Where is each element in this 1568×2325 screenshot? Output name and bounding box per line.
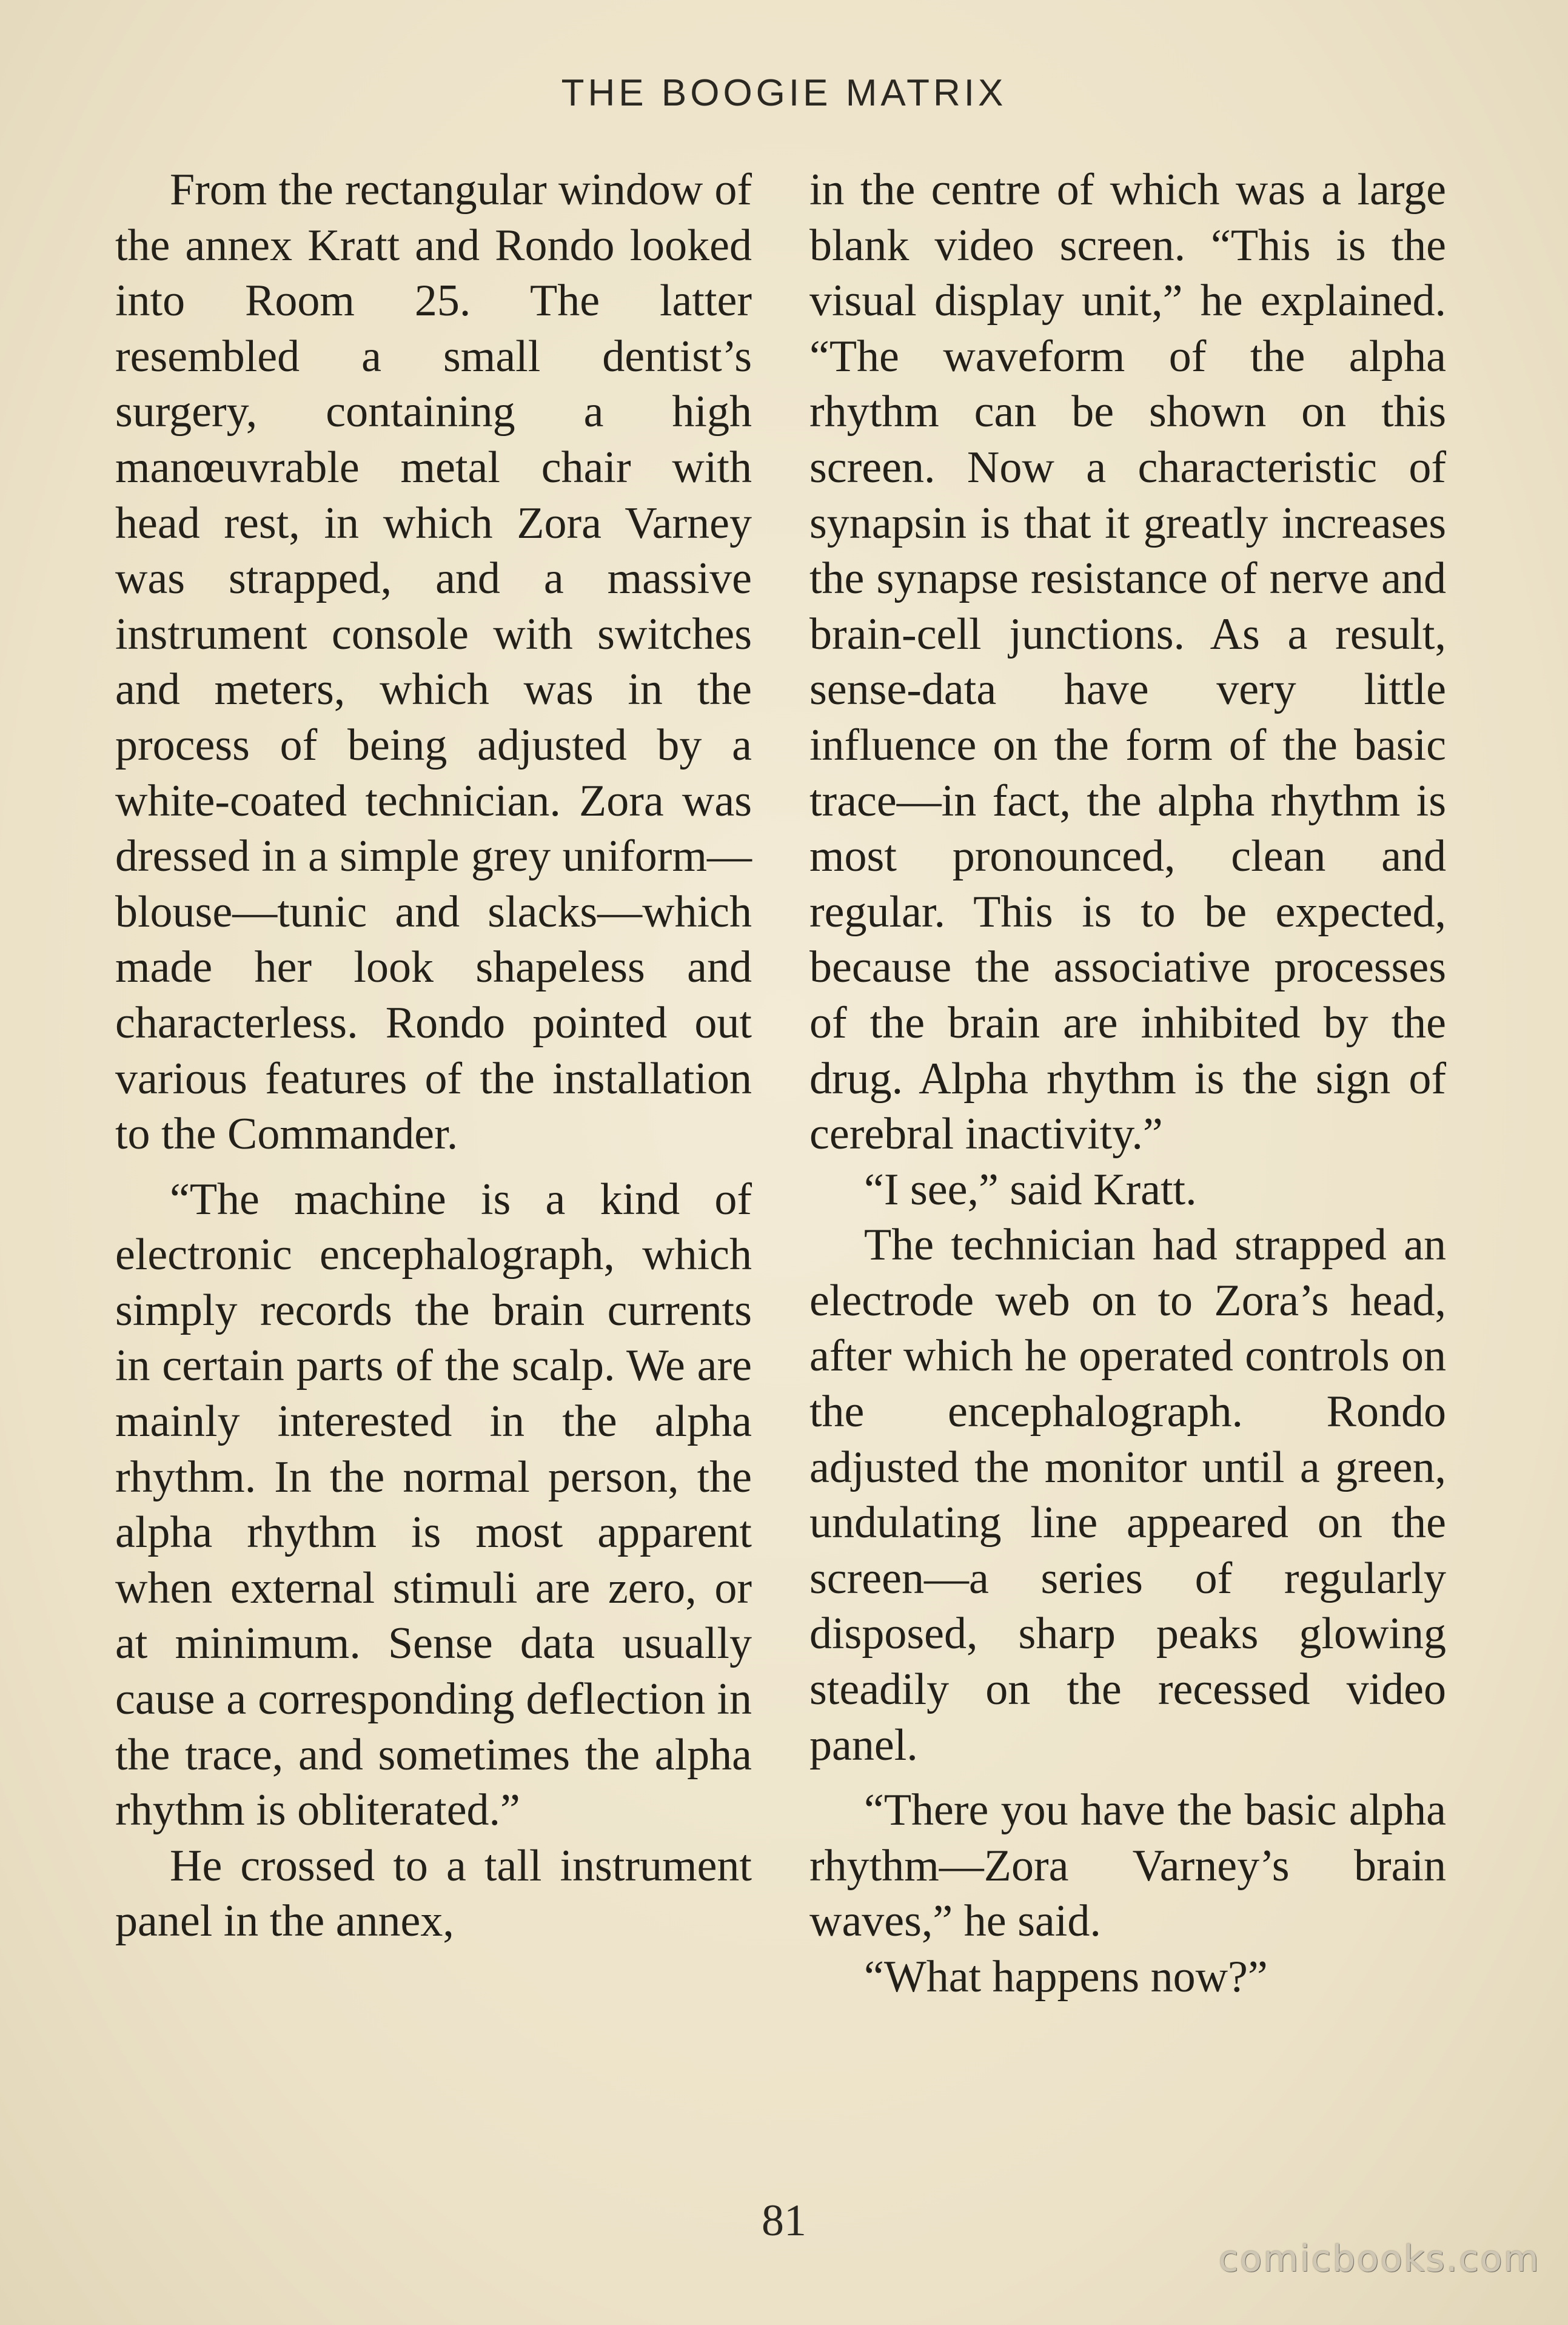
left-column <box>115 163 752 1950</box>
paragraph: From the rectangular window of the annex Kratt and Rondo looked into Room 25. The latter resembled a small dentist’s surgery, containing a high manœuvrable metal chair with head rest, in which Zora Varney was strapped, and a massive instrument console with switches and meters, which was in the process of being adjusted by a white-coated technician. Zora was dressed in a simple grey uniform—blouse—tunic and slacks—which made her look shapeless and characterless. Rondo pointed out various features of the installation to the Commander. <box>115 165 752 1159</box>
paragraph: “There you have the basic alpha rhythm—Zora Varney’s brain waves,” he said. <box>809 1785 1446 1947</box>
paragraph: “What happens now?” <box>864 1952 1268 2002</box>
paragraph: in the centre of which was a large blank video screen. “This is the visual display unit,” he explained. “The waveform of the alpha rhythm can be shown on this screen. Now a characteristic of synapsin is that it greatly increases the synapse resistance of nerve and brain-cell junctions. As a result, sense-data have very little influence on the form of the basic trace—in fact, the alpha rhythm is most pronounced, clean and regular. This is to be expected, because the associative processes of the brain are inhibited by the drug. Alpha rhythm is the sign of cerebral inactivity.” <box>809 165 1446 1159</box>
page-number: 81 <box>762 2196 806 2246</box>
paragraph: The technician had strapped an electrode web on to Zora’s head, after which he operated controls on the encephalograph. Rondo adjusted the monitor until a green, undulating line appeared on the screen—a series of regularly disposed, sharp peaks glowing steadily on the recessed video panel. <box>809 1220 1446 1770</box>
watermark-logo: comicbooks.com <box>1218 2238 1540 2280</box>
paragraph: “I see,” said Kratt. <box>864 1164 1197 1215</box>
right-column <box>809 163 1446 2005</box>
paragraph: He crossed to a tall instrument panel in the annex, <box>115 1840 752 1947</box>
running-head: THE BOOGIE MATRIX <box>561 72 1007 114</box>
paragraph: “The machine is a kind of electronic encephalograph, which simply records the brain currents in certain parts of the scalp. We are mainly interested in the alpha rhythm. In the normal person, the alpha rhythm is most apparent when external stimuli are zero, or at minimum. Sense data usually cause a corresponding deflection in the trace, and sometimes the alpha rhythm is obliterated.” <box>115 1174 752 1836</box>
